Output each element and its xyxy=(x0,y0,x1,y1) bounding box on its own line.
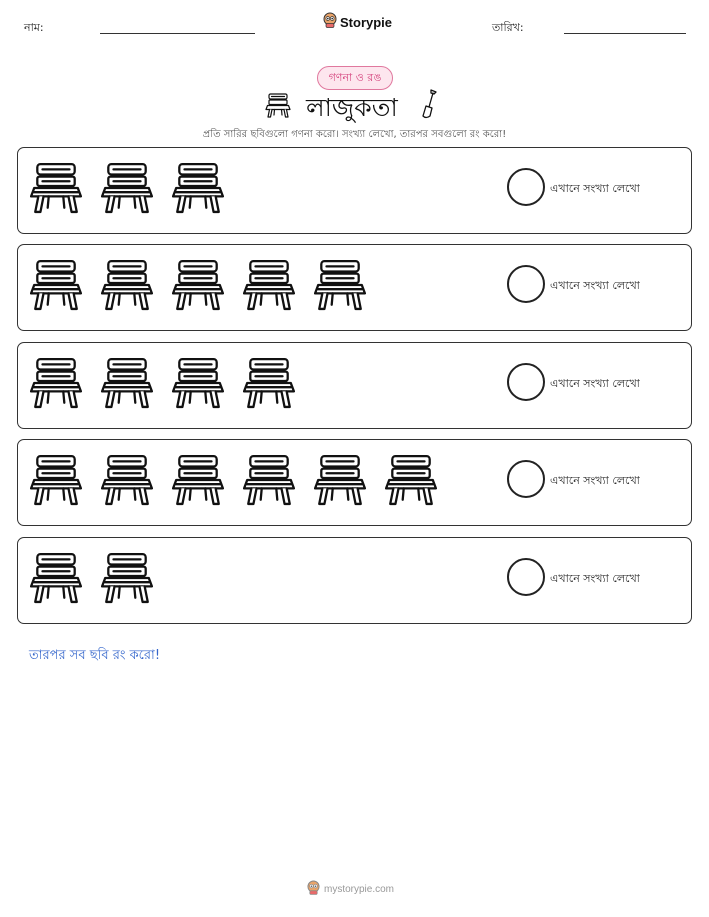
bench-icon xyxy=(101,452,153,510)
bench-icon xyxy=(314,452,366,510)
answer-label: এখানে সংখ্যা লেখো xyxy=(550,279,640,292)
instruction-text: প্রতি সারির ছবিগুলো গণনা করো। সংখ্যা লেখো, তারপর সবগুলো রং করো! xyxy=(202,129,507,140)
bench-icon xyxy=(385,452,437,510)
bench-icon xyxy=(264,92,292,122)
storypie-mascot-icon xyxy=(307,880,320,899)
bench-icon xyxy=(243,257,295,315)
date-input-line[interactable] xyxy=(564,33,686,34)
answer-circle[interactable] xyxy=(507,460,545,498)
bench-icon xyxy=(30,257,82,315)
bench-icon xyxy=(30,452,82,510)
bench-icon xyxy=(243,452,295,510)
footer-instruction: তারপর সব ছবি রং করো! xyxy=(29,648,161,663)
bench-icon xyxy=(101,550,153,608)
bench-icon xyxy=(101,355,153,413)
bench-icon xyxy=(172,355,224,413)
bench-icon xyxy=(172,160,224,218)
bench-icon xyxy=(314,257,366,315)
worksheet-title: লাজুকতা xyxy=(306,93,398,122)
answer-label: এখানে সংখ্যা লেখো xyxy=(550,377,640,390)
counting-row-2 xyxy=(17,244,692,331)
shovel-icon xyxy=(420,88,438,124)
bench-icon xyxy=(30,160,82,218)
counting-row-4 xyxy=(17,439,692,526)
answer-label: এখানে সংখ্যা লেখো xyxy=(550,572,640,585)
brand-name: Storypie xyxy=(340,14,393,30)
answer-circle[interactable] xyxy=(507,168,545,206)
answer-circle[interactable] xyxy=(507,363,545,401)
answer-circle[interactable] xyxy=(507,558,545,596)
category-tag: গণনা ও রঙ xyxy=(317,66,393,90)
site-url: mystorypie.com xyxy=(324,884,395,895)
answer-circle[interactable] xyxy=(507,265,545,303)
name-input-line[interactable] xyxy=(100,33,255,34)
counting-row-1 xyxy=(17,147,692,234)
bench-icon xyxy=(30,550,82,608)
bench-icon xyxy=(101,160,153,218)
storypie-mascot-icon xyxy=(323,12,337,32)
bench-icon xyxy=(30,355,82,413)
bench-icon xyxy=(243,355,295,413)
bench-icon xyxy=(101,257,153,315)
brand xyxy=(323,12,392,32)
counting-row-3 xyxy=(17,342,692,429)
answer-label: এখানে সংখ্যা লেখো xyxy=(550,474,640,487)
answer-label: এখানে সংখ্যা লেখো xyxy=(550,182,640,195)
bench-icon xyxy=(172,452,224,510)
date-label: তারিখ: xyxy=(492,21,524,34)
counting-row-5 xyxy=(17,537,692,624)
bench-icon xyxy=(172,257,224,315)
site-footer xyxy=(307,880,394,899)
name-label: নাম: xyxy=(24,21,44,34)
